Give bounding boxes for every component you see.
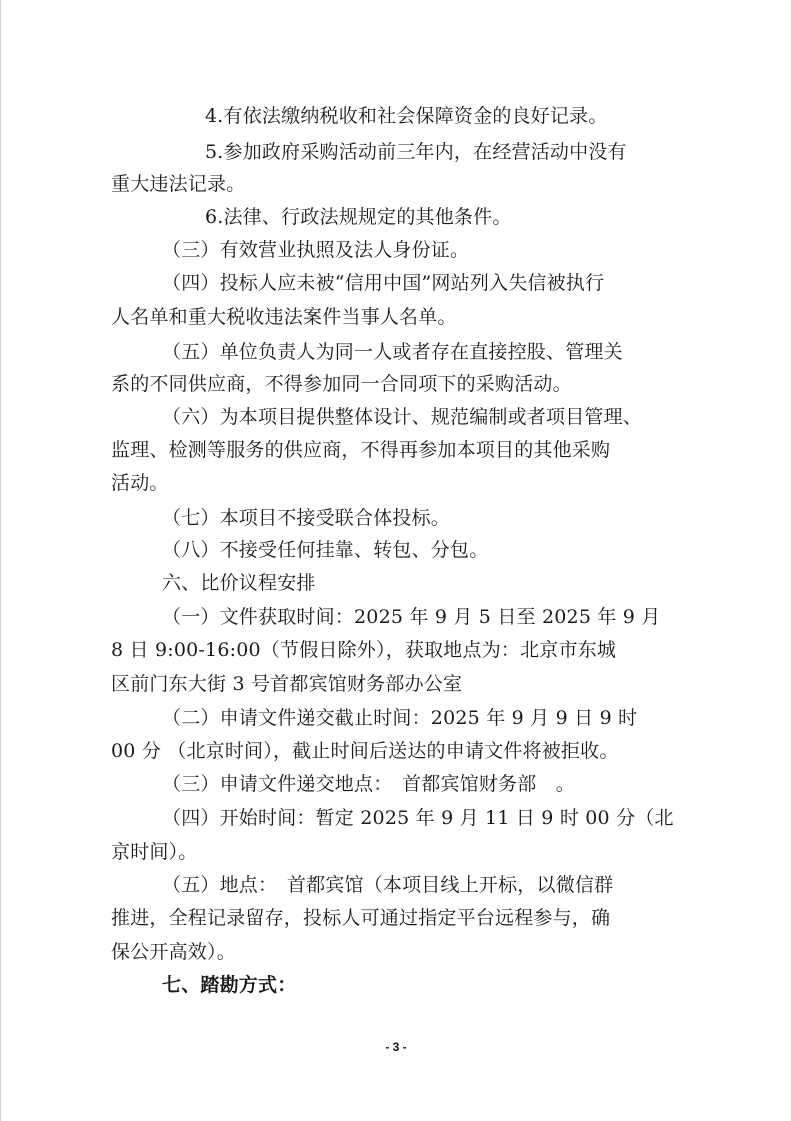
section-heading-bold: 七、踏勘方式：: [162, 974, 297, 996]
text-line: （八）不接受任何挂靠、转包、分包。: [162, 539, 489, 561]
text-line: 监理、检测等服务的供应商，不得再参加本项目的其他采购: [111, 439, 611, 461]
text-line: 保公开高效）。: [111, 941, 236, 963]
text-line: （一）文件获取时间：2025 年 9 月 5 日至 2025 年 9 月: [162, 606, 661, 628]
text-line: （五）地点： 首都宾馆（本项目线上开标，以微信群: [162, 874, 614, 896]
text-line: （五）单位负责人为同一人或者存在直接控股、管理关: [162, 341, 623, 363]
text-line: （四）开始时间：暂定 2025 年 9 月 11 日 9 时 00 分（北: [162, 807, 674, 829]
text-line: 6.法律、行政法规规定的其他条件。: [205, 206, 512, 228]
text-line: 区前门东大街 3 号首都宾馆财务部办公室: [111, 673, 463, 695]
text-line: （六）为本项目提供整体设计、规范编制或者项目管理、: [162, 406, 643, 428]
text-line: （四）投标人应未被“信用中国”网站列入失信被执行: [162, 272, 605, 294]
text-line: 推进，全程记录留存，投标人可通过指定平台远程参与，确: [111, 907, 611, 929]
text-line: （三）申请文件递交地点： 首都宾馆财务部 。: [162, 773, 575, 795]
text-line: 4.有依法缴纳税收和社会保障资金的良好记录。: [205, 105, 608, 127]
text-line: 8 日 9:00-16:00（节假日除外），获取地点为：北京市东城: [111, 639, 617, 661]
text-line: （三）有效营业执照及法人身份证。: [162, 239, 470, 261]
text-line: 京时间）。: [111, 841, 198, 863]
text-line: （七）本项目不接受联合体投标。: [162, 507, 451, 529]
text-line: （二）申请文件递交截止时间：2025 年 9 月 9 日 9 时: [162, 707, 638, 729]
text-line: 活动。: [111, 472, 169, 494]
text-line: 重大违法记录。: [111, 173, 246, 195]
text-line: 00 分 （北京时间），截止时间后送达的申请文件将被拒收。: [111, 740, 619, 762]
page-edge-left: [0, 0, 1, 1121]
page-number: - 3 -: [385, 1040, 407, 1054]
text-line: 人名单和重大税收违法案件当事人名单。: [111, 306, 457, 328]
text-line: 5.参加政府采购活动前三年内，在经营活动中没有: [205, 141, 627, 163]
section-heading: 六、比价议程安排: [162, 572, 316, 594]
text-line: 系的不同供应商，不得参加同一合同项下的采购活动。: [111, 373, 572, 395]
